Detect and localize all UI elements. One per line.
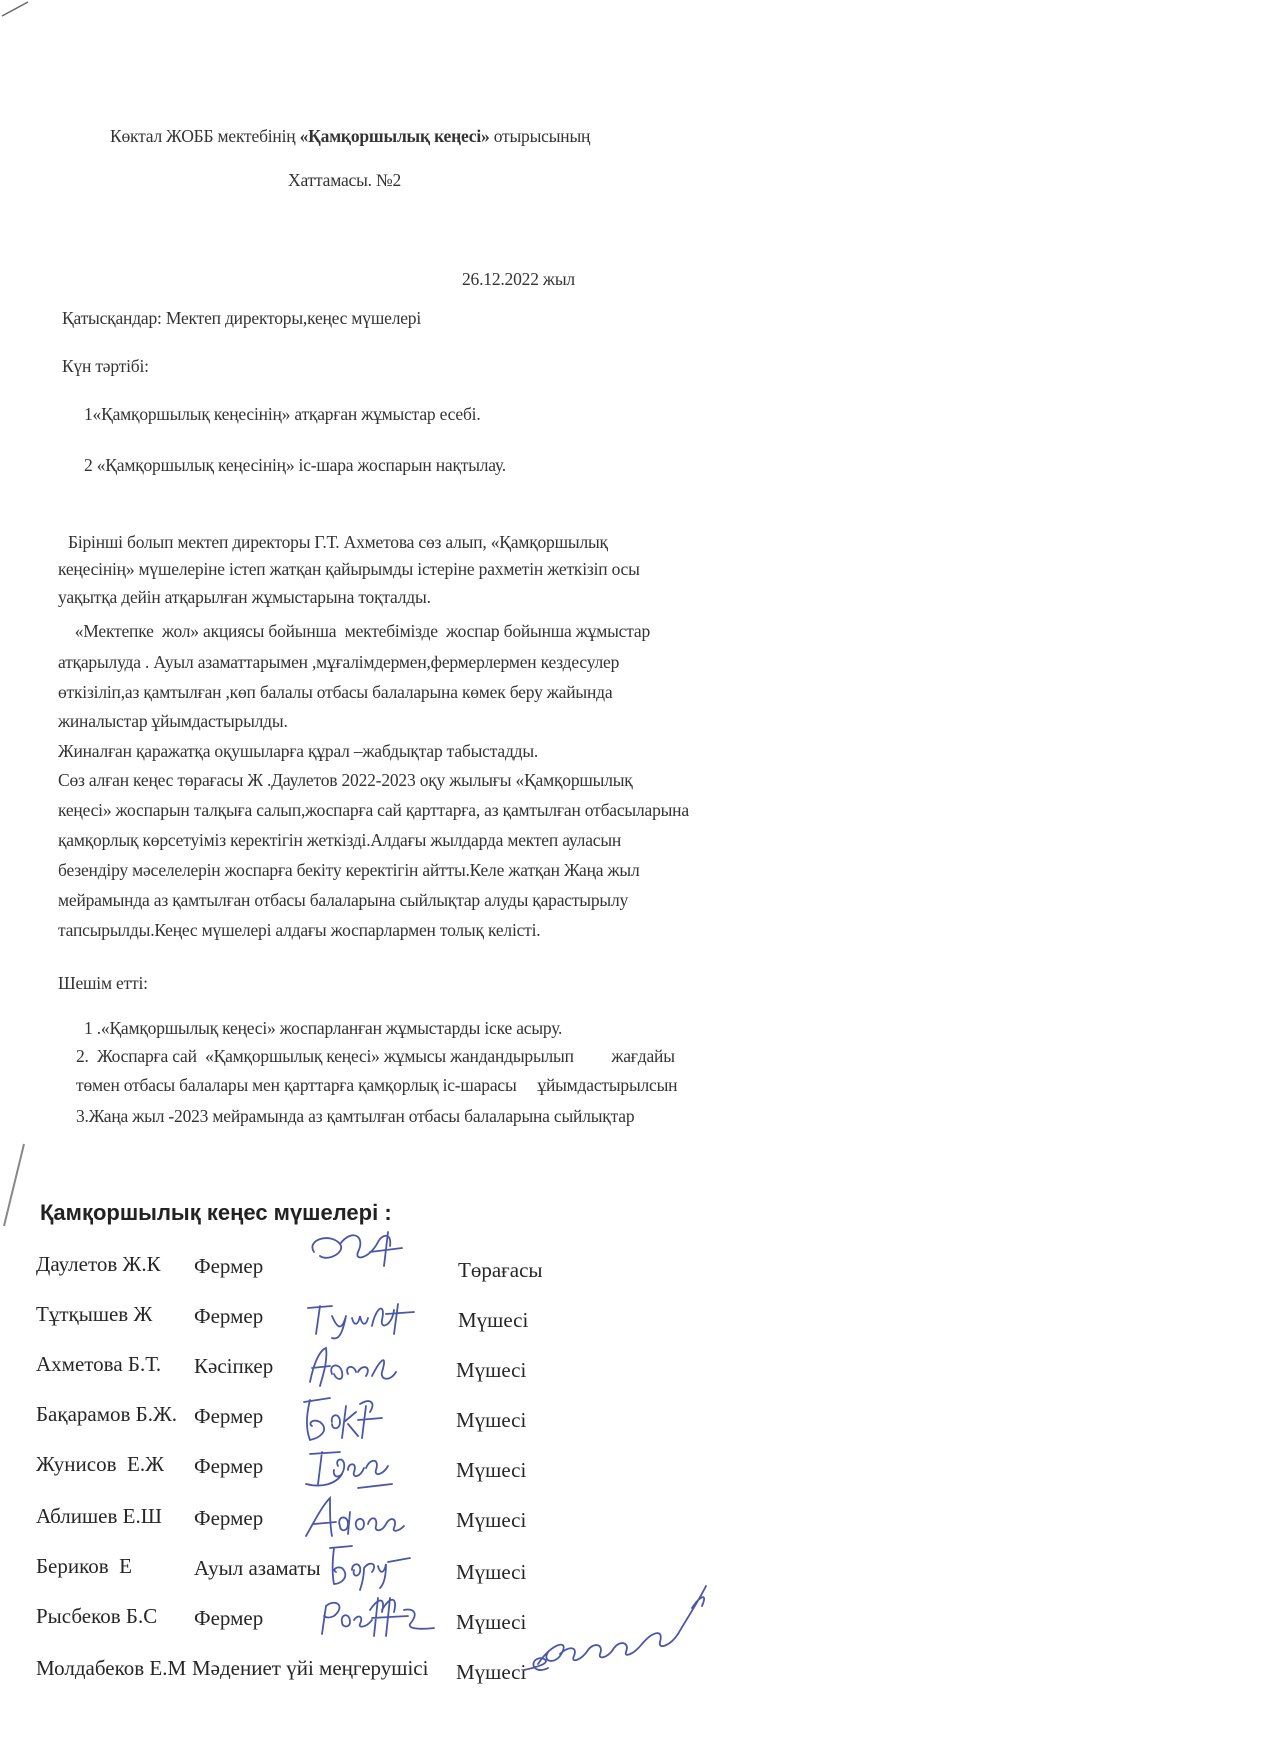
scan-corner-mark	[0, 0, 60, 30]
signature-akhmetova	[300, 1342, 400, 1392]
member-name: Молдабеков Е.М	[36, 1656, 187, 1680]
body-line: уақытқа дейін атқарылған жұмыстарына тоқталды.	[58, 587, 431, 607]
protocol-number: Хаттамасы. №2	[288, 170, 402, 190]
body-line: Сөз алған кеңес төрағасы Ж .Даулетов 2022-2023 оқу жылығы «Қамқоршылық	[58, 770, 633, 790]
protocol-date: 26.12.2022 жыл	[462, 269, 575, 289]
body-line: кеңесі» жоспарын талқыға салып,жоспарға сай қарттарға, аз қамтылған отбасыларына	[58, 800, 689, 820]
agenda-item: 1«Қамқоршылық кеңесінің» атқарған жұмыстар есебі.	[84, 404, 481, 424]
decision-item: 2. Жоспарға сай «Қамқоршылық кеңесі» жұмысы жандандырылып жағдайы	[76, 1046, 675, 1066]
title-suffix: отырысының	[493, 126, 591, 146]
body-line: Бірінші болып мектеп директоры Г.Т. Ахметова сөз алып, «Қамқоршылық	[68, 532, 608, 552]
signature-moldabekov	[512, 1572, 712, 1682]
member-name: Жунисов Е.Ж	[36, 1452, 164, 1476]
member-role: Мүшесі	[456, 1358, 527, 1382]
signature-berikov	[322, 1540, 422, 1592]
member-name: Бериков Е	[36, 1554, 132, 1578]
member-occupation: Ауыл азаматы	[194, 1556, 321, 1580]
member-occupation: Фермер	[194, 1304, 264, 1328]
member-occupation: Фермер	[194, 1254, 264, 1278]
member-role: Мүшесі	[458, 1308, 529, 1332]
body-line: тапсырылды.Кеңес мүшелері алдағы жоспарлармен толық келісті.	[58, 920, 541, 940]
member-role: Мүшесі	[456, 1458, 527, 1482]
body-line: атқарылуда . Ауыл азаматтарымен ,мұғалімдермен,фермерлермен кездесулер	[58, 652, 620, 672]
body-line: безендіру мәселелерін жоспарға бекіту керектігін айтты.Келе жатқан Жаңа жыл	[58, 860, 640, 880]
signature-ablishev	[300, 1492, 410, 1544]
member-occupation: Фермер	[194, 1606, 264, 1630]
member-occupation: Мәдениет үйі меңгерушісі	[192, 1656, 429, 1680]
member-role: Төрағасы	[458, 1258, 543, 1282]
decision-label: Шешім етті:	[58, 973, 148, 993]
member-occupation: Кәсіпкер	[194, 1354, 274, 1378]
document-title	[110, 126, 590, 147]
participants: Қатысқандар: Мектеп директоры,кеңес мүшелері	[62, 308, 422, 328]
agenda-item: 2 «Қамқоршылық кеңесінің» іс-шара жоспарын нақтылау.	[84, 455, 506, 475]
member-role: Мүшесі	[456, 1610, 527, 1634]
body-line: жиналыстар ұйымдастырылды.	[58, 711, 288, 731]
member-role: Мүшесі	[456, 1560, 527, 1584]
decision-item: 3.Жаңа жыл -2023 мейрамында аз қамтылған отбасы балаларына сыйлықтар	[76, 1106, 635, 1126]
member-occupation: Фермер	[194, 1454, 264, 1478]
agenda-label: Күн тәртібі:	[62, 356, 149, 376]
signature-daulетov	[300, 1222, 410, 1274]
decision-item: 1 .«Қамқоршылық кеңесі» жоспарланған жұмыстарды іске асыру.	[84, 1018, 563, 1038]
member-name: Бақарамов Б.Ж.	[36, 1402, 178, 1426]
body-line: кеңесінің» мүшелеріне істеп жатқан қайырымды істеріне рахметін жеткізіп осы	[58, 559, 640, 579]
member-name: Даулетов Ж.К	[36, 1252, 161, 1276]
title-prefix: Көктал ЖОББ мектебінің	[110, 126, 296, 146]
member-role: Мүшесі	[456, 1508, 527, 1532]
members-title: Қамқоршылық кеңес мүшелері :	[40, 1200, 392, 1225]
member-role: Мүшесі	[456, 1660, 527, 1684]
signature-rysbekov	[312, 1590, 442, 1646]
member-name: Ахметова Б.Т.	[36, 1352, 162, 1376]
member-name: Аблишев Е.Ш	[36, 1504, 162, 1528]
member-role: Мүшесі	[456, 1408, 527, 1432]
member-occupation: Фермер	[194, 1506, 264, 1530]
member-name: Тұтқышев Ж	[36, 1302, 153, 1326]
signature-zhunisov	[302, 1444, 402, 1496]
signature-tutkyshev	[302, 1296, 422, 1342]
body-line: қамқорлық көрсетуіміз керектігін жеткізді.Алдағы жылдарда мектеп ауласын	[58, 830, 622, 850]
signature-bakaramov	[296, 1392, 396, 1446]
member-occupation: Фермер	[194, 1404, 264, 1428]
title-council-name: «Қамқоршылық кеңесі»	[299, 126, 490, 146]
decision-item: төмен отбасы балалары мен қарттарға қамқорлық іс-шарасы ұйымдастырылсын	[76, 1075, 678, 1095]
body-line: өткізіліп,аз қамтылған ,көп балалы отбасы балаларына көмек беру жайында	[58, 682, 613, 702]
body-line: «Мектепке жол» акциясы бойынша мектебімізде жоспар бойынша жұмыстар	[58, 621, 650, 641]
member-name: Рысбеков Б.С	[36, 1604, 158, 1628]
body-line: Жиналған қаражатқа оқушыларға құрал –жабдықтар табыстадды.	[58, 741, 539, 761]
body-line: мейрамында аз қамтылған отбасы балаларына сыйлықтар алуды қарастырылу	[58, 890, 629, 910]
scan-edge-mark	[0, 1140, 40, 1230]
